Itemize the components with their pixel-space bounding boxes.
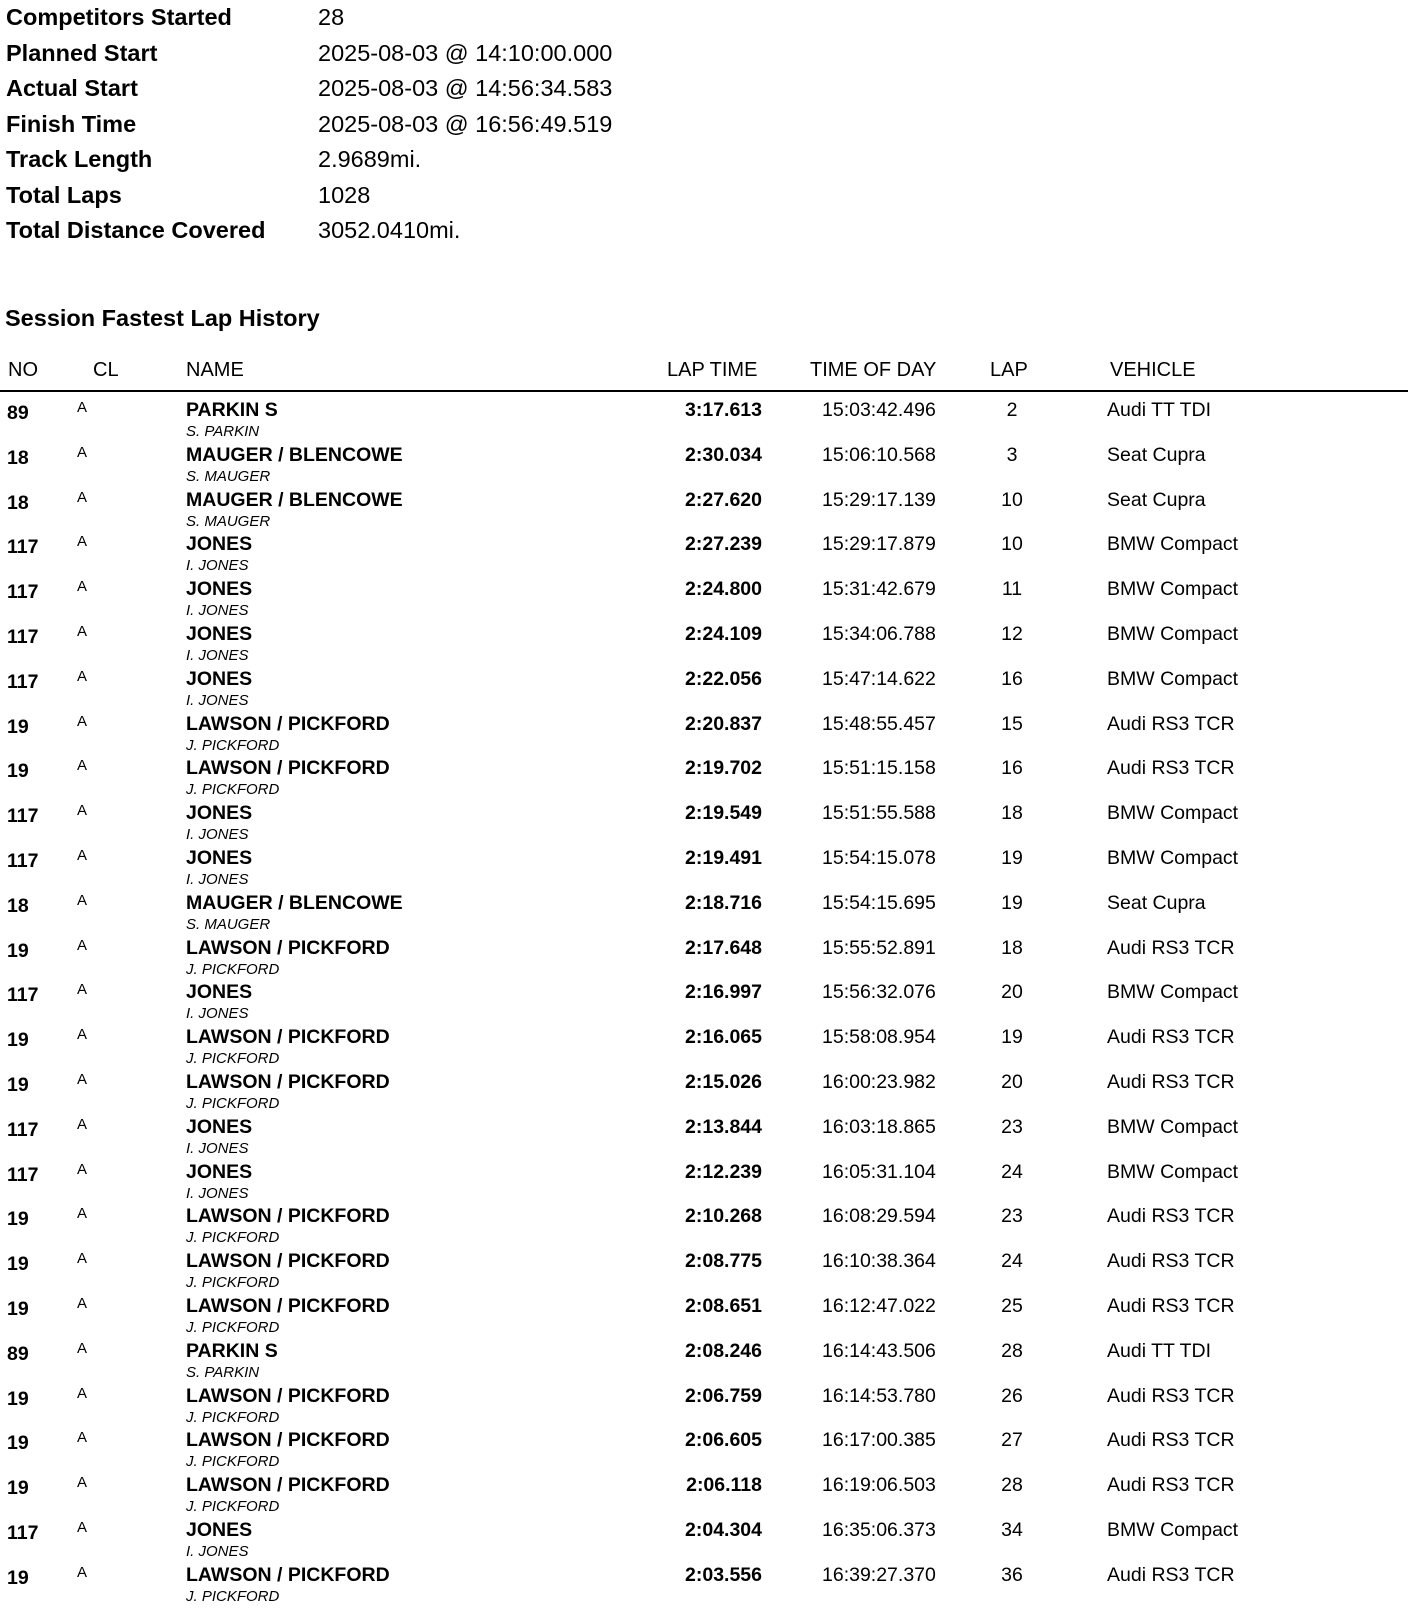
vehicle: BMW Compact (1107, 1160, 1239, 1183)
time-of-day: 16:00:23.982 (822, 1070, 936, 1093)
driver-name: I. JONES (186, 602, 249, 620)
table-header (0, 356, 1408, 392)
team-name: LAWSON / PICKFORD (186, 1384, 390, 1407)
driver-name: I. JONES (186, 557, 249, 575)
table-row (0, 526, 1408, 575)
class: A (77, 802, 88, 820)
car-number: 19 (7, 715, 29, 738)
time-of-day: 15:29:17.879 (822, 533, 936, 556)
driver-name: I. JONES (186, 1184, 249, 1202)
driver-name: J. PICKFORD (186, 1318, 280, 1336)
time-of-day: 16:39:27.370 (822, 1563, 936, 1586)
summary-label: Total Distance Covered (6, 217, 266, 243)
lap-number: 19 (1001, 1026, 1023, 1049)
summary-value: 1028 (318, 181, 371, 208)
car-number: 117 (7, 805, 39, 828)
lap-number: 19 (1001, 846, 1023, 869)
driver-name: I. JONES (186, 646, 249, 664)
car-number: 117 (7, 984, 39, 1007)
team-name: JONES (186, 981, 253, 1004)
table-row (0, 571, 1408, 620)
table-row (0, 1378, 1408, 1426)
vehicle: Seat Cupra (1107, 891, 1206, 914)
time-of-day: 16:35:06.373 (822, 1518, 936, 1541)
team-name: JONES (186, 846, 253, 869)
class: A (77, 891, 88, 909)
car-number: 117 (7, 536, 39, 559)
table-row (0, 885, 1408, 933)
car-number: 19 (7, 1566, 29, 1589)
vehicle: BMW Compact (1107, 846, 1239, 869)
time-of-day: 16:03:18.865 (822, 1115, 936, 1138)
table-row (0, 706, 1408, 754)
class: A (77, 533, 88, 551)
table-row (0, 616, 1408, 664)
car-number: 117 (7, 625, 39, 648)
class: A (77, 1518, 88, 1536)
lap-number: 36 (1001, 1563, 1023, 1586)
class: A (77, 1429, 88, 1447)
car-number: 19 (7, 760, 29, 783)
team-name: JONES (186, 622, 253, 645)
vehicle: Audi RS3 TCR (1107, 1205, 1235, 1228)
lap-time: 2:24.109 (685, 622, 762, 645)
time-of-day: 16:12:47.022 (822, 1294, 936, 1317)
class: A (77, 578, 88, 596)
column-header-time-of-day: TIME OF DAY (810, 359, 937, 381)
table-row (0, 1557, 1408, 1605)
vehicle: Audi RS3 TCR (1107, 1250, 1235, 1273)
vehicle: Audi RS3 TCR (1107, 1070, 1235, 1093)
team-name: PARKIN S (186, 1339, 278, 1362)
lap-time: 2:16.065 (685, 1026, 762, 1049)
lap-number: 10 (1001, 533, 1023, 556)
time-of-day: 16:17:00.385 (822, 1429, 936, 1452)
lap-time: 2:19.549 (685, 802, 762, 825)
lap-number: 16 (1001, 757, 1023, 780)
team-name: JONES (186, 802, 253, 825)
team-name: JONES (186, 578, 253, 601)
section-title: Session Fastest Lap History (5, 305, 320, 331)
lap-time: 2:06.759 (685, 1384, 762, 1407)
class: A (77, 488, 88, 506)
lap-time: 2:15.026 (685, 1070, 762, 1093)
team-name: MAUGER / BLENCOWE (186, 891, 403, 914)
lap-number: 24 (1001, 1160, 1023, 1183)
time-of-day: 15:51:15.158 (822, 757, 936, 780)
time-of-day: 15:47:14.622 (822, 667, 936, 690)
lap-number: 24 (1001, 1250, 1023, 1273)
team-name: MAUGER / BLENCOWE (186, 443, 403, 466)
lap-number: 11 (1001, 578, 1023, 601)
team-name: MAUGER / BLENCOWE (186, 488, 403, 511)
class: A (77, 622, 88, 640)
car-number: 19 (7, 1253, 29, 1276)
table-row (0, 1288, 1408, 1336)
vehicle: BMW Compact (1107, 802, 1239, 825)
class: A (77, 1115, 88, 1133)
lap-time: 2:10.268 (685, 1205, 762, 1228)
time-of-day: 15:06:10.568 (822, 443, 936, 466)
time-of-day: 16:14:43.506 (822, 1339, 936, 1362)
vehicle: Audi RS3 TCR (1107, 1294, 1235, 1317)
car-number: 117 (7, 1163, 39, 1186)
lap-time: 2:16.997 (685, 981, 762, 1004)
driver-name: J. PICKFORD (186, 1094, 280, 1112)
vehicle: Audi RS3 TCR (1107, 1026, 1235, 1049)
class: A (77, 846, 88, 864)
column-header-name: NAME (186, 359, 244, 381)
summary-value: 2025-08-03 @ 16:56:49.519 (318, 110, 613, 137)
lap-number: 18 (1001, 802, 1023, 825)
lap-number: 20 (1001, 981, 1023, 1004)
team-name: JONES (186, 1160, 253, 1183)
lap-time: 2:13.844 (685, 1115, 762, 1138)
vehicle: BMW Compact (1107, 578, 1239, 601)
lap-time: 2:08.246 (685, 1339, 762, 1362)
team-name: LAWSON / PICKFORD (186, 757, 390, 780)
team-name: LAWSON / PICKFORD (186, 1026, 390, 1049)
table-row (0, 1154, 1408, 1202)
lap-time: 2:27.620 (685, 488, 762, 511)
lap-time: 2:24.800 (685, 578, 762, 601)
team-name: LAWSON / PICKFORD (186, 712, 390, 735)
lap-number: 23 (1001, 1205, 1023, 1228)
class: A (77, 667, 88, 685)
time-of-day: 16:05:31.104 (822, 1160, 936, 1183)
driver-name: I. JONES (186, 826, 249, 844)
vehicle: Audi RS3 TCR (1107, 1563, 1235, 1586)
driver-name: S. PARKIN (186, 1363, 260, 1381)
column-header-cl: CL (93, 359, 119, 381)
class: A (77, 1294, 88, 1312)
lap-time: 2:08.651 (685, 1294, 762, 1317)
team-name: LAWSON / PICKFORD (186, 1205, 390, 1228)
driver-name: I. JONES (186, 1005, 249, 1023)
time-of-day: 16:19:06.503 (822, 1474, 936, 1497)
summary-label: Actual Start (6, 75, 138, 101)
time-of-day: 16:08:29.594 (822, 1205, 936, 1228)
team-name: LAWSON / PICKFORD (186, 1429, 390, 1452)
vehicle: Audi RS3 TCR (1107, 1384, 1235, 1407)
class: A (77, 1384, 88, 1402)
car-number: 18 (7, 446, 29, 469)
driver-name: J. PICKFORD (186, 1587, 280, 1605)
class: A (77, 399, 88, 416)
table-row (0, 1243, 1408, 1292)
time-of-day: 15:34:06.788 (822, 622, 936, 645)
lap-time: 2:22.056 (685, 667, 762, 690)
driver-name: I. JONES (186, 870, 249, 888)
time-of-day: 15:58:08.954 (822, 1026, 936, 1049)
table-row (0, 661, 1408, 709)
car-number: 117 (7, 1521, 39, 1544)
summary-value: 3052.0410mi. (318, 217, 461, 243)
team-name: JONES (186, 1115, 253, 1138)
team-name: JONES (186, 667, 253, 690)
class: A (77, 443, 88, 461)
car-number: 117 (7, 581, 39, 604)
lap-number: 20 (1001, 1070, 1023, 1093)
column-header-lap-time: LAP TIME (667, 359, 758, 381)
table-row (0, 974, 1408, 1023)
car-number: 117 (7, 670, 39, 693)
time-of-day: 15:56:32.076 (822, 981, 936, 1004)
lap-time: 2:19.491 (685, 846, 762, 869)
summary-label: Finish Time (6, 110, 137, 137)
summary-value: 2025-08-03 @ 14:56:34.583 (318, 75, 613, 101)
lap-number: 27 (1001, 1429, 1023, 1452)
summary-label: Competitors Started (6, 4, 232, 30)
summary-label: Planned Start (6, 39, 158, 66)
car-number: 117 (7, 1118, 39, 1141)
lap-time: 2:12.239 (685, 1160, 762, 1183)
table-row (0, 1109, 1408, 1157)
time-of-day: 15:29:17.139 (822, 488, 936, 511)
summary-label: Total Laps (6, 181, 122, 208)
lap-number: 34 (1001, 1518, 1023, 1541)
driver-name: J. PICKFORD (186, 736, 280, 754)
vehicle: Seat Cupra (1107, 443, 1206, 466)
driver-name: S. MAUGER (186, 467, 271, 485)
vehicle: Audi RS3 TCR (1107, 1474, 1235, 1497)
lap-number: 18 (1001, 936, 1023, 959)
class: A (77, 757, 88, 775)
vehicle: BMW Compact (1107, 981, 1239, 1004)
car-number: 19 (7, 1477, 29, 1500)
lap-time: 2:19.702 (685, 757, 762, 780)
vehicle: Audi RS3 TCR (1107, 712, 1235, 735)
vehicle: BMW Compact (1107, 622, 1239, 645)
team-name: LAWSON / PICKFORD (186, 936, 390, 959)
vehicle: Audi TT TDI (1107, 399, 1212, 421)
team-name: PARKIN S (186, 399, 278, 421)
class: A (77, 981, 88, 999)
lap-number: 16 (1001, 667, 1023, 690)
car-number: 19 (7, 1432, 29, 1455)
lap-time: 2:27.239 (685, 533, 762, 556)
lap-time: 2:08.775 (685, 1250, 762, 1273)
lap-time: 2:30.034 (685, 443, 762, 466)
team-name: LAWSON / PICKFORD (186, 1070, 390, 1093)
class: A (77, 1160, 88, 1178)
table-row (0, 1422, 1408, 1471)
vehicle: Audi TT TDI (1107, 1339, 1212, 1362)
lap-number: 25 (1001, 1294, 1023, 1317)
vehicle: Audi RS3 TCR (1107, 1429, 1235, 1452)
class: A (77, 1339, 88, 1357)
class: A (77, 712, 88, 730)
car-number: 89 (7, 402, 29, 424)
vehicle: BMW Compact (1107, 667, 1239, 690)
summary-value: 2025-08-03 @ 14:10:00.000 (318, 39, 613, 66)
lap-time: 2:06.118 (686, 1474, 762, 1497)
vehicle: BMW Compact (1107, 1115, 1239, 1138)
class: A (77, 1070, 88, 1088)
time-of-day: 16:14:53.780 (822, 1384, 936, 1407)
lap-number: 12 (1001, 622, 1023, 645)
summary-label: Track Length (6, 146, 153, 172)
lap-number: 3 (1006, 443, 1018, 466)
lap-number: 19 (1001, 891, 1023, 914)
table-row (0, 1512, 1408, 1560)
driver-name: J. PICKFORD (186, 1498, 280, 1516)
driver-name: S. PARKIN (186, 423, 260, 440)
table-row (0, 1467, 1408, 1516)
table-row (0, 1198, 1408, 1247)
team-name: LAWSON / PICKFORD (186, 1294, 390, 1317)
car-number: 19 (7, 1387, 29, 1410)
class: A (77, 1474, 88, 1492)
table-row (0, 795, 1408, 844)
car-number: 19 (7, 1297, 29, 1320)
driver-name: I. JONES (186, 691, 249, 709)
time-of-day: 16:10:38.364 (822, 1250, 936, 1273)
team-name: LAWSON / PICKFORD (186, 1474, 390, 1497)
driver-name: J. PICKFORD (186, 1229, 280, 1247)
team-name: JONES (186, 533, 253, 556)
car-number: 19 (7, 1208, 29, 1231)
vehicle: BMW Compact (1107, 1518, 1239, 1541)
table-row (0, 437, 1408, 485)
team-name: JONES (186, 1518, 253, 1541)
table-row (0, 930, 1408, 978)
driver-name: I. JONES (186, 1139, 249, 1157)
class: A (77, 1250, 88, 1268)
column-header-lap: LAP (990, 359, 1028, 381)
lap-number: 10 (1001, 488, 1023, 511)
summary-value: 2.9689mi. (318, 146, 422, 172)
team-name: LAWSON / PICKFORD (186, 1563, 390, 1586)
table-row (0, 840, 1408, 888)
time-of-day: 15:54:15.078 (822, 846, 936, 869)
vehicle: BMW Compact (1107, 533, 1239, 556)
class: A (77, 1205, 88, 1223)
time-of-day: 15:54:15.695 (822, 891, 936, 914)
table-row (0, 482, 1408, 530)
class: A (77, 1026, 88, 1044)
driver-name: J. PICKFORD (186, 1274, 280, 1292)
car-number: 19 (7, 939, 29, 962)
car-number: 19 (7, 1073, 29, 1096)
time-of-day: 15:31:42.679 (822, 578, 936, 601)
fastest-lap-table (0, 392, 1408, 1605)
lap-number: 28 (1001, 1339, 1023, 1362)
class: A (77, 936, 88, 954)
lap-number: 26 (1001, 1384, 1023, 1407)
car-number: 18 (7, 491, 29, 514)
column-header-no: NO (8, 359, 38, 381)
driver-name: J. PICKFORD (186, 960, 280, 978)
time-of-day: 15:51:55.588 (822, 802, 936, 825)
table-row (0, 392, 1408, 440)
summary-value: 28 (318, 4, 345, 30)
lap-number: 28 (1001, 1474, 1023, 1497)
lap-number: 2 (1006, 399, 1018, 421)
lap-number: 23 (1001, 1115, 1023, 1138)
column-header-vehicle: VEHICLE (1110, 359, 1196, 381)
vehicle: Audi RS3 TCR (1107, 936, 1235, 959)
driver-name: J. PICKFORD (186, 1408, 280, 1426)
table-row (0, 750, 1408, 799)
car-number: 117 (7, 849, 39, 872)
driver-name: I. JONES (186, 1542, 249, 1560)
driver-name: J. PICKFORD (186, 1050, 280, 1068)
driver-name: J. PICKFORD (186, 781, 280, 799)
lap-time: 2:20.837 (685, 712, 762, 735)
time-of-day: 15:55:52.891 (822, 936, 936, 959)
lap-time: 2:17.648 (685, 936, 762, 959)
time-of-day: 15:48:55.457 (822, 712, 936, 735)
lap-time: 2:06.605 (685, 1429, 762, 1452)
driver-name: S. MAUGER (186, 915, 271, 933)
lap-time: 2:18.716 (685, 891, 762, 914)
lap-time: 2:03.556 (685, 1563, 762, 1586)
car-number: 19 (7, 1029, 29, 1052)
team-name: LAWSON / PICKFORD (186, 1250, 390, 1273)
driver-name: S. MAUGER (186, 512, 271, 530)
vehicle: Audi RS3 TCR (1107, 757, 1235, 780)
vehicle: Seat Cupra (1107, 488, 1206, 511)
time-of-day: 15:03:42.496 (822, 399, 936, 421)
table-row (0, 1019, 1408, 1068)
table-row (0, 1064, 1408, 1112)
lap-number: 15 (1001, 712, 1023, 735)
car-number: 18 (7, 894, 29, 917)
lap-time: 3:17.613 (685, 399, 762, 421)
car-number: 89 (7, 1342, 29, 1365)
class: A (77, 1563, 88, 1581)
driver-name: J. PICKFORD (186, 1453, 280, 1471)
lap-time: 2:04.304 (685, 1518, 762, 1541)
table-row (0, 1333, 1408, 1381)
